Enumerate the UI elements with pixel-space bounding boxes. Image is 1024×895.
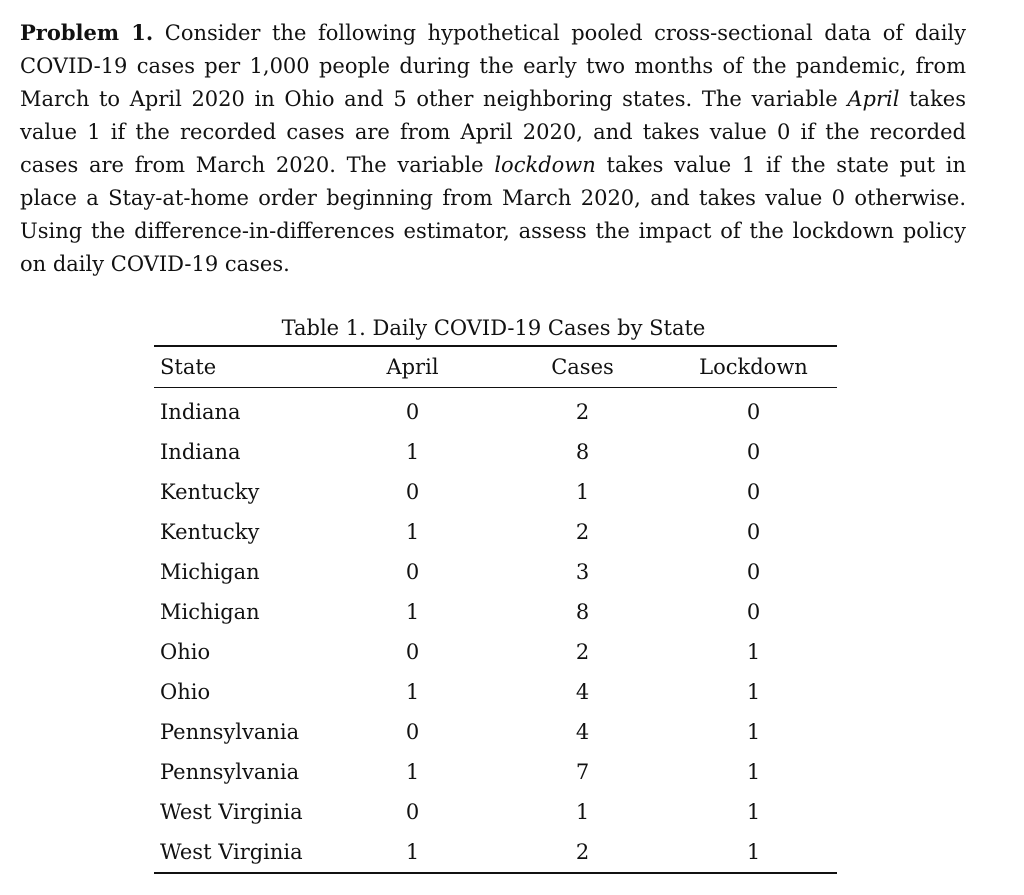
cell-lockdown: 1 [746,840,761,864]
table-row [154,832,837,873]
covid-cases-table [154,345,837,874]
table-row [154,792,837,832]
cell-lockdown: 1 [746,680,761,704]
cell-cases: 1 [575,480,590,504]
table-row [154,432,837,472]
header-cases: Cases [551,355,614,379]
cell-state: Indiana [160,440,241,464]
header-state: State [160,355,217,379]
cell-lockdown: 1 [746,800,761,824]
cell-april: 1 [405,440,420,464]
cell-april: 1 [405,840,420,864]
cell-lockdown: 0 [746,560,761,584]
cell-lockdown: 0 [746,480,761,504]
cell-cases: 2 [575,640,590,664]
cell-lockdown: 1 [746,720,761,744]
cell-april: 0 [405,800,420,824]
cell-state: Kentucky [160,480,260,504]
cell-april: 0 [405,640,420,664]
cell-state: Indiana [160,400,241,424]
table-body [154,388,837,874]
cell-cases: 2 [575,520,590,544]
cell-lockdown: 0 [746,520,761,544]
cell-lockdown: 1 [746,760,761,784]
table-row [154,592,837,632]
cell-state: Ohio [160,680,211,704]
problem-text-part-1: Consider the following hypothetical pooled cross-sectional data of daily COVID-19 cases per 1,000 people during the early two months of the pandemic, from March to April 2020 in Ohio and 5 other neighboring states. The variable [20,21,966,111]
cell-cases: 4 [575,720,590,744]
cell-state: Pennsylvania [160,720,300,744]
table-caption: Table 1. Daily COVID-19 Cases by State [281,316,706,340]
cell-state: Michigan [160,560,260,584]
cell-cases: 8 [575,440,590,464]
cell-lockdown: 0 [746,600,761,624]
cell-april: 1 [405,760,420,784]
header-lockdown: Lockdown [699,355,808,379]
table-row [154,632,837,672]
variable-lockdown: lockdown [494,153,596,177]
data-table-block [154,312,831,874]
cell-state: Pennsylvania [160,760,300,784]
cell-april: 1 [405,600,420,624]
table-row [154,672,837,712]
table-header-row [154,346,837,388]
header-april: April [386,355,439,379]
cell-cases: 3 [575,560,590,584]
cell-cases: 2 [575,840,590,864]
cell-cases: 1 [575,800,590,824]
cell-cases: 2 [575,400,590,424]
cell-state: Michigan [160,600,260,624]
table-row [154,552,837,592]
cell-cases: 8 [575,600,590,624]
cell-april: 0 [405,720,420,744]
variable-april: April [847,87,900,111]
problem-text-part-3: takes value 1 if the state put in place a Stay-at-home order beginning from March 2020, and takes value 0 otherwise. Using the difference-in-differences estimator, assess the impact of the lockdown policy on daily COVID-19 cases. [20,153,966,276]
problem-statement [20,16,966,281]
cell-state: Kentucky [160,520,260,544]
cell-state: West Virginia [160,840,303,864]
cell-lockdown: 1 [746,640,761,664]
cell-april: 0 [405,400,420,424]
cell-lockdown: 0 [746,440,761,464]
cell-april: 0 [405,480,420,504]
cell-april: 0 [405,560,420,584]
problem-text-part-2: takes value 1 if the recorded cases are from April 2020, and takes value 0 if the recorded cases are from March 2020. The variable [20,87,966,177]
problem-heading: Problem 1. [20,20,154,45]
cell-april: 1 [405,680,420,704]
table-row [154,472,837,512]
cell-cases: 4 [575,680,590,704]
cell-state: West Virginia [160,800,303,824]
table-row [154,712,837,752]
table-row [154,752,837,792]
table-row [154,388,837,433]
cell-april: 1 [405,520,420,544]
cell-lockdown: 0 [746,400,761,424]
cell-cases: 7 [575,760,590,784]
cell-state: Ohio [160,640,211,664]
table-row [154,512,837,552]
